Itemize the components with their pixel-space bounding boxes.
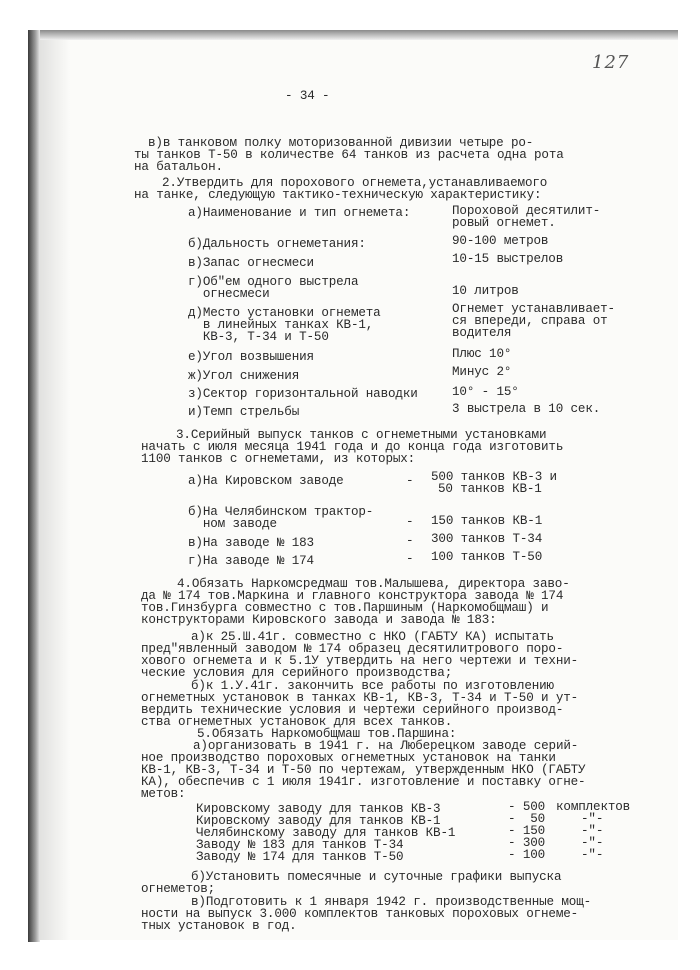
delivery-quantity: - 50 bbox=[508, 812, 546, 826]
delivery-unit: -"- bbox=[581, 812, 604, 826]
scan-top-edge bbox=[28, 30, 678, 40]
spec-value: Огнемет устанавливает- bbox=[452, 302, 615, 316]
spec-value: Минус 2° bbox=[452, 365, 512, 379]
scan-left-edge bbox=[28, 30, 40, 942]
plant-name: ном заводе bbox=[188, 517, 277, 531]
spec-value: 10-15 выстрелов bbox=[452, 252, 564, 266]
plant-name: б)На Челябинском трактор- bbox=[188, 505, 374, 519]
delivery-quantity: - 100 bbox=[508, 848, 546, 862]
section5-heading: 5.Обязать Наркомобщмаш тов.Паршина: bbox=[197, 727, 457, 741]
spec-label: и)Темп стрельбы bbox=[188, 405, 300, 419]
plant-value: 500 танков КВ-3 и bbox=[431, 470, 557, 484]
section3-heading: начать с июля месяца 1941 года и до конца года изготовить bbox=[141, 440, 564, 454]
delivery-recipient: Челябинскому заводу для танков КВ-1 bbox=[196, 826, 456, 840]
section5-a: ное производство пороховых огнеметных установок на танки bbox=[141, 751, 556, 765]
delivery-unit: -"- bbox=[581, 848, 604, 862]
section4-heading: 4.Обязать Наркомсредмаш тов.Малышева, директора заво- bbox=[177, 577, 570, 591]
plant-value: 150 танков КВ-1 bbox=[431, 514, 543, 528]
spec-label: е)Угол возвышения bbox=[188, 350, 314, 364]
plant-dash: - bbox=[406, 552, 414, 566]
section3-heading: 1100 танков с огнеметами, из которых: bbox=[141, 452, 416, 466]
section4-a: а)к 25.Ш.41г. совместно с НКО (ГАБТУ КА) испытать bbox=[191, 630, 554, 644]
section4-a: хового огнемета и к 5.1У утвердить на него чертежи и техни- bbox=[141, 654, 579, 668]
section4-b: ства огнеметных установок для всех танков. bbox=[141, 715, 453, 729]
archive-sheet-number: 127 bbox=[592, 52, 630, 73]
spec-label: а)Наименование и тип огнемета: bbox=[188, 206, 411, 220]
intro-line: ты танков Т-50 в количестве 64 танков из расчета одна рота bbox=[134, 148, 564, 162]
spec-value: Пороховой десятилит- bbox=[452, 204, 601, 218]
spec-label: д)Место установки огнемета bbox=[188, 306, 381, 320]
delivery-quantity: - 500 bbox=[508, 800, 546, 814]
delivery-unit: -"- bbox=[581, 824, 604, 838]
intro-line: на батальон. bbox=[134, 160, 223, 174]
page-fold-shadow bbox=[40, 40, 70, 940]
plant-name: г)На заводе № 174 bbox=[188, 554, 314, 568]
delivery-recipient: Кировскому заводу для танков КВ-1 bbox=[196, 814, 441, 828]
plant-value: 50 танков КВ-1 bbox=[438, 482, 542, 496]
section5-c: тных установок в год. bbox=[141, 919, 297, 933]
section3-heading: 3.Серийный выпуск танков с огнеметными установками bbox=[176, 428, 547, 442]
spec-label: б)Дальность огнеметания: bbox=[188, 237, 366, 251]
delivery-recipient: Кировскому заводу для танков КВ-3 bbox=[196, 802, 441, 816]
page-number: - 34 - bbox=[285, 89, 330, 103]
section5-a: метов: bbox=[141, 787, 186, 801]
spec-label: з)Сектор горизонтальной наводки bbox=[188, 387, 418, 401]
section2-heading: 2.Утвердить для порохового огнемета,устанавливаемого bbox=[162, 176, 548, 190]
plant-value: 100 танков Т-50 bbox=[431, 550, 543, 564]
section4-a: пред"явленный заводом № 174 образец десятилитрового поро- bbox=[141, 642, 564, 656]
section4-heading: тов.Гинзбурга совместно с тов.Паршиным (Наркомобщмаш) и bbox=[141, 601, 549, 615]
section4-heading: да № 174 тов.Маркина и главного конструктора завода № 174 bbox=[141, 589, 564, 603]
spec-label: огнесмеси bbox=[188, 287, 270, 301]
section4-b: вердить технические условия и чертежи серийного производ- bbox=[141, 703, 564, 717]
spec-label: в)Запас огнесмеси bbox=[188, 256, 314, 270]
spec-value: ровый огнемет. bbox=[452, 216, 556, 230]
plant-dash: - bbox=[406, 515, 414, 529]
spec-value: 10 литров bbox=[452, 284, 519, 298]
spec-label: в линейных танках КВ-1, bbox=[188, 318, 374, 332]
plant-name: в)На заводе № 183 bbox=[188, 536, 314, 550]
section2-heading: на танке, следующую тактико-техническую характеристику: bbox=[134, 188, 542, 202]
delivery-recipient: Заводу № 174 для танков Т-50 bbox=[196, 850, 404, 864]
delivery-quantity: - 150 bbox=[508, 824, 546, 838]
section4-b: б)к 1.У.41г. закончить все работы по изготовлению bbox=[191, 679, 554, 693]
section5-b: огнеметов; bbox=[141, 882, 216, 896]
delivery-unit: -"- bbox=[581, 836, 604, 850]
section5-a: КА), обеспечив с 1 июля 1941г. изготовление и поставку огне- bbox=[141, 775, 586, 789]
delivery-quantity: - 300 bbox=[508, 836, 546, 850]
plant-dash: - bbox=[406, 534, 414, 548]
section5-a: а)организовать в 1941 г. на Люберецком заводе серий- bbox=[193, 739, 579, 753]
plant-name: а)На Кировском заводе bbox=[188, 474, 344, 488]
section4-b: огнеметных установок в танках КВ-1, КВ-3, Т-34 и Т-50 и ут- bbox=[141, 691, 579, 705]
section4-a: ческие условия для серийного производства; bbox=[141, 666, 453, 680]
section5-b: б)Установить помесячные и суточные графики выпуска bbox=[191, 870, 562, 884]
plant-dash: - bbox=[406, 474, 414, 488]
delivery-unit: комплектов bbox=[556, 800, 631, 814]
section5-c: ности на выпуск 3.000 комплектов танковых пороховых огнеме- bbox=[141, 907, 579, 921]
spec-value: водителя bbox=[452, 326, 512, 340]
section5-c: в)Подготовить к 1 января 1942 г. производственные мощ- bbox=[191, 895, 592, 909]
section4-heading: конструкторами Кировского завода и завода № 183: bbox=[141, 613, 497, 627]
spec-value: ся впереди, справа от bbox=[452, 314, 608, 328]
intro-line: в)в танковом полку моторизованной дивизии четыре ро- bbox=[148, 136, 534, 150]
spec-label: ж)Угол снижения bbox=[188, 369, 300, 383]
spec-label: КВ-3, Т-34 и Т-50 bbox=[188, 330, 329, 344]
spec-value: 10° - 15° bbox=[452, 385, 519, 399]
spec-value: Плюс 10° bbox=[452, 347, 512, 361]
spec-value: 3 выстрела в 10 сек. bbox=[452, 402, 601, 416]
plant-value: 300 танков Т-34 bbox=[431, 532, 543, 546]
spec-label: г)Об"ем одного выстрела bbox=[188, 275, 359, 289]
section5-a: КВ-1, КВ-3, Т-34 и Т-50 по чертежам, утвержденным НКО (ГАБТУ bbox=[141, 763, 586, 777]
delivery-recipient: Заводу № 183 для танков Т-34 bbox=[196, 838, 404, 852]
spec-value: 90-100 метров bbox=[452, 234, 549, 248]
